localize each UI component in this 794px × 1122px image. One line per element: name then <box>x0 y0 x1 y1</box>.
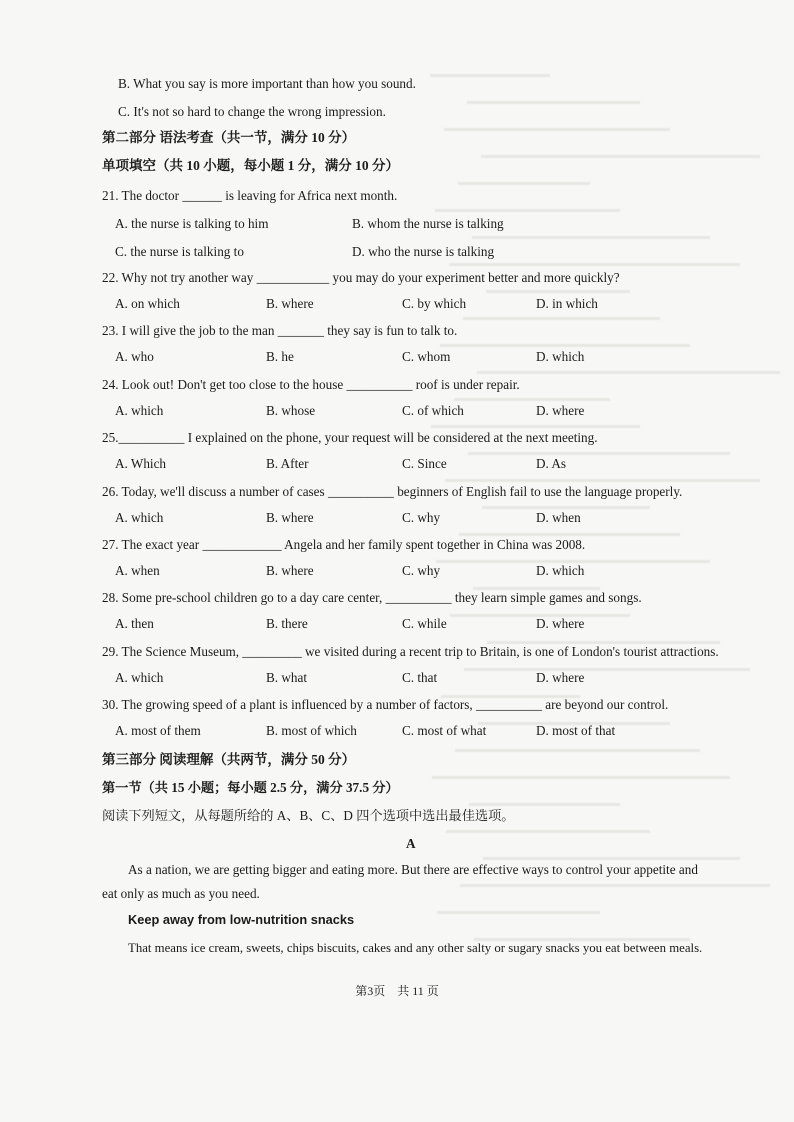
passage-line-1: As a nation, we are getting bigger and eating more. But there are effective ways to control your appetite and <box>128 862 698 877</box>
passage-line-3: That means ice cream, sweets, chips biscuits, cakes and any other salty or sugary snacks you eat between meals. <box>128 941 703 955</box>
bleed-stroke-bar <box>446 830 650 833</box>
answer-option: C. Since <box>402 456 447 472</box>
answer-option: D. where <box>536 669 585 685</box>
bleed-stroke <box>430 168 790 195</box>
question-stem: 24. Look out! Don't get too close to the house __________ roof is under repair. <box>102 376 520 392</box>
answer-option: B. there <box>266 616 308 632</box>
answer-option: C. by which <box>402 296 467 311</box>
bleed-stroke <box>430 330 790 357</box>
answer-option: A. which <box>115 509 164 525</box>
answer-option: D. which <box>536 349 585 365</box>
answer-option: B. After <box>266 456 309 472</box>
answer-option: A. the nurse is talking to him <box>115 216 269 231</box>
bleed-stroke <box>430 60 790 87</box>
answer-option: A. then <box>115 616 154 632</box>
answer-option: B. where <box>266 509 314 525</box>
question-stem: 26. Today, we'll discuss a number of cases __________ beginners of English fail to use the language properly. <box>102 483 683 499</box>
page-footer: 第3页 共 11 页 <box>355 984 439 998</box>
answer-option: D. in which <box>536 296 598 311</box>
bleed-stroke-bar <box>486 290 630 293</box>
answer-option: B. he <box>266 349 294 365</box>
question-stem: 23. I will give the job to the man _______ they say is fun to talk to. <box>102 323 458 339</box>
bleed-stroke-bar <box>458 182 590 185</box>
bleed-stroke <box>430 897 790 924</box>
bleed-stroke <box>430 114 790 141</box>
top-line-b: B. What you say is more important than how you sound. <box>118 76 416 91</box>
answer-option: D. who the nurse is talking <box>352 244 495 259</box>
bleed-stroke <box>430 762 790 789</box>
answer-option: B. what <box>266 669 308 685</box>
answer-option: B. whose <box>266 402 316 418</box>
bleed-stroke-bar <box>435 209 620 212</box>
bleed-stroke-bar <box>464 668 750 671</box>
bleed-stroke-bar <box>444 128 670 131</box>
answer-option: A. on which <box>115 296 180 311</box>
bleed-stroke-bar <box>449 263 740 266</box>
answer-option: A. when <box>115 563 160 578</box>
bleed-stroke <box>430 87 790 114</box>
answer-option: B. where <box>266 296 314 311</box>
answer-option: C. the nurse is talking to <box>115 244 244 259</box>
bleed-stroke-bar <box>430 74 550 77</box>
answer-option: C. most of what <box>402 723 487 739</box>
bleed-stroke-bar <box>445 479 760 482</box>
answer-option: C. why <box>402 509 441 525</box>
part3-title: 第三部分 阅读理解（共两节，满分 50 分） <box>102 752 356 767</box>
question-stem: 22. Why not try another way ___________ you may do your experiment better and more quickly? <box>102 270 620 285</box>
bleed-stroke-bar <box>482 506 650 509</box>
answer-option: C. why <box>402 563 441 578</box>
question-stem: 27. The exact year ____________ Angela and her family spent together in China was 2008. <box>102 537 586 552</box>
top-line-c: C. It's not so hard to change the wrong impression. <box>118 104 386 119</box>
bleed-stroke-bar <box>454 398 610 401</box>
passage-line-2: eat only as much as you need. <box>102 886 260 901</box>
part3-instructions: 阅读下列短文，从每题所给的 A、B、C、D 四个选项中选出最佳选项。 <box>102 808 515 823</box>
passage-label: A <box>406 836 416 851</box>
bleed-stroke-bar <box>483 857 740 860</box>
bleed-stroke-bar <box>431 425 640 428</box>
bleed-stroke-bar <box>432 776 730 779</box>
answer-option: D. most of that <box>536 723 616 739</box>
bleed-stroke-bar <box>472 236 710 239</box>
bleed-stroke <box>430 303 790 330</box>
answer-option: B. where <box>266 563 314 578</box>
bleed-stroke <box>430 141 790 168</box>
question-stem: 30. The growing speed of a plant is influenced by a number of factors, __________ are beyond our control. <box>102 697 669 713</box>
bleed-stroke-bar <box>467 101 640 104</box>
bleed-stroke-bar <box>477 371 780 374</box>
answer-option: A. Which <box>115 456 167 472</box>
question-stem: 28. Some pre-school children go to a day care center, __________ they learn simple games and songs. <box>102 590 642 606</box>
answer-option: D. when <box>536 509 581 525</box>
bleed-through-texture <box>430 60 790 960</box>
part2-title: 第二部分 语法考查（共一节，满分 10 分） <box>102 130 356 145</box>
question-stem: 25.__________ I explained on the phone, your request will be considered at the next meeting. <box>102 430 598 446</box>
bleed-stroke-bar <box>481 155 760 158</box>
answer-option: C. while <box>402 616 447 632</box>
bleed-stroke-bar <box>469 803 620 806</box>
question-stem: 21. The doctor ______ is leaving for Africa next month. <box>102 188 398 203</box>
bleed-stroke-bar <box>468 452 730 455</box>
answer-option: D. where <box>536 616 585 632</box>
bleed-stroke-bar <box>455 749 700 752</box>
answer-option: A. most of them <box>115 723 201 739</box>
part2-subtitle: 单项填空（共 10 小题，每小题 1 分，满分 10 分） <box>102 158 399 173</box>
answer-option: B. most of which <box>266 723 357 739</box>
bleed-stroke-bar <box>440 344 690 347</box>
answer-option: D. which <box>536 563 585 578</box>
bleed-stroke-bar <box>437 911 600 914</box>
answer-option: A. which <box>115 402 164 418</box>
bleed-stroke-bar <box>460 884 770 887</box>
passage-heading: Keep away from low-nutrition snacks <box>128 912 355 927</box>
answer-option: A. which <box>115 669 164 685</box>
answer-option: B. whom the nurse is talking <box>352 216 504 231</box>
question-stem: 29. The Science Museum, _________ we visited during a recent trip to Britain, is one of London's tourist attractions. <box>102 643 719 659</box>
part3-subtitle: 第一节（共 15 小题；每小题 2.5 分，满分 37.5 分） <box>102 780 399 795</box>
answer-option: D. As <box>536 456 567 472</box>
bleed-stroke-bar <box>459 533 680 536</box>
answer-option: C. of which <box>402 402 464 418</box>
answer-option: C. whom <box>402 349 451 365</box>
answer-option: A. who <box>115 349 154 365</box>
bleed-stroke-bar <box>463 317 660 320</box>
answer-option: D. where <box>536 402 585 418</box>
answer-option: C. that <box>402 669 438 685</box>
